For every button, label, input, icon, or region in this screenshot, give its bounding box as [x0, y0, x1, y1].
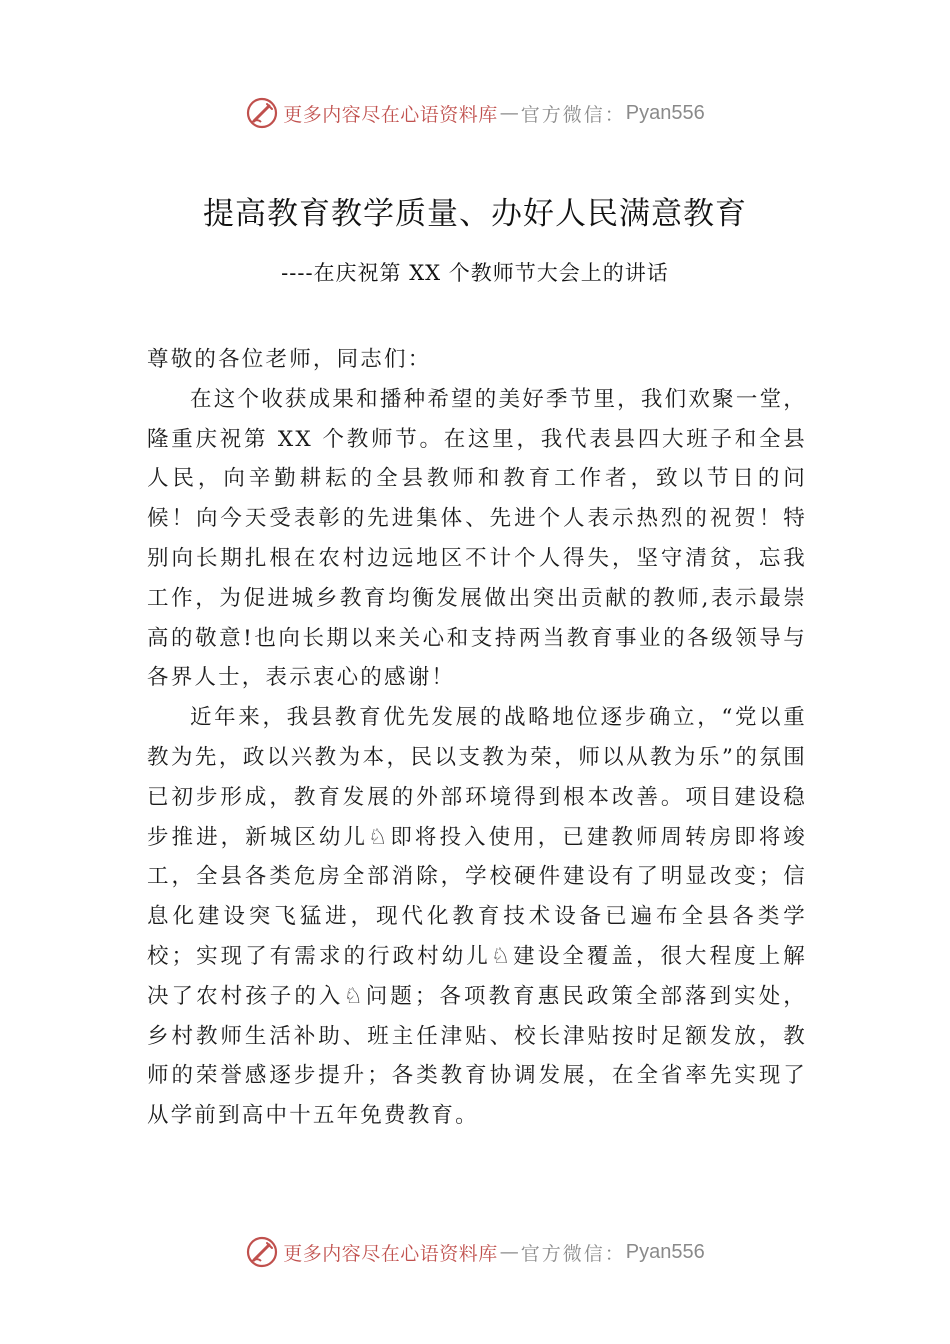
brand-logo-icon	[245, 1235, 279, 1269]
banner-brand-text: 更多内容尽在心语资料库	[283, 103, 498, 126]
banner-wechat-id: Pyan556	[625, 1240, 705, 1263]
paragraph: 在这个收获成果和播种希望的美好季节里，我们欢聚一堂，隆重庆祝第 XX 个教师节。在这里，我代表县四大班子和全县人民，向辛勤耕耘的全县教师和教育工作者，致以节日的问候！向今天受表彰的先进集体、先进个人表示热烈的祝贺！特别向长期扎根在农村边远地区不计个人得失，坚守清贫，忘我工作，为促进城乡教育均衡发展做出突出贡献的教师,表示最崇高的敬意!也向长期以来关心和支持两当教育事业的各级领导与各界人士，表示衷心的感谢！	[147, 386, 807, 691]
document-subtitle: ----在庆祝第 XX 个教师节大会上的讲话	[281, 261, 669, 285]
banner-brand-text: 更多内容尽在心语资料库	[283, 1242, 498, 1265]
brand-logo-icon	[245, 96, 279, 130]
salutation: 尊敬的各位老师，同志们：	[147, 347, 432, 372]
document-title: 提高教育教学质量、办好人民满意教育	[203, 196, 747, 232]
footer-banner	[0, 1232, 950, 1272]
banner-dash: —	[499, 1241, 519, 1263]
header-banner	[0, 93, 950, 133]
banner-wechat-id: Pyan556	[625, 101, 705, 124]
paragraph: 近年来，我县教育优先发展的战略地位逐步确立，“党以重教为先，政以兴教为本，民以支教为荣，师以从教为乐”的氛围已初步形成，教育发展的外部环境得到根本改善。项目建设稳步推进，新城区幼儿♘即将投入使用，已建教师周转房即将竣工，全县各类危房全部消除，学校硬件建设有了明显改变；信息化建设突飞猛进，现代化教育技术设备已遍布全县各类学校；实现了有需求的行政村幼儿♘建设全覆盖，很大程度上解决了农村孩子的入♘问题；各项教育惠民政策全部落到实处，乡村教师生活补助、班主任津贴、校长津贴按时足额发放，教师的荣誉感逐步提升；各类教育协调发展，在全省率先实现了从学前到高中十五年免费教育。	[147, 705, 807, 1129]
banner-wechat-label: 官方微信：	[520, 103, 626, 126]
document-body	[147, 340, 807, 1136]
banner-wechat-label: 官方微信：	[520, 1242, 626, 1265]
banner-dash: —	[499, 102, 519, 124]
